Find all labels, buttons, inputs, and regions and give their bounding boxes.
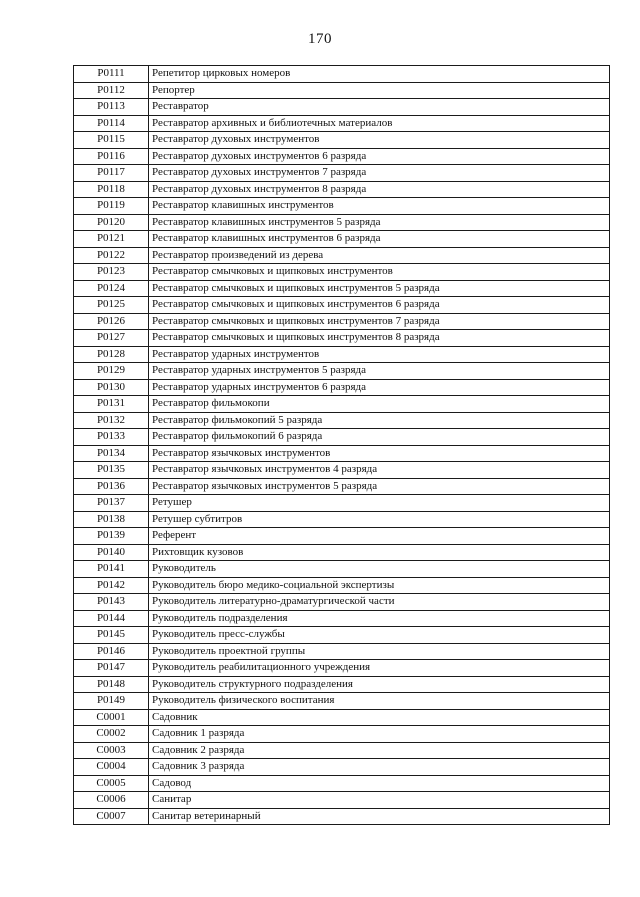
occupation-name: Садовник 1 разряда xyxy=(149,726,610,743)
table-row xyxy=(74,247,610,264)
occupation-code: Р0139 xyxy=(74,528,149,545)
occupation-name: Реставратор произведений из дерева xyxy=(149,247,610,264)
occupation-name: Репетитор цирковых номеров xyxy=(149,66,610,83)
occupation-name: Реставратор язычковых инструментов 4 разряда xyxy=(149,462,610,479)
occupation-code: Р0149 xyxy=(74,693,149,710)
occupation-code: С0005 xyxy=(74,775,149,792)
table-row xyxy=(74,660,610,677)
table-row xyxy=(74,330,610,347)
occupation-name: Реставратор смычковых и щипковых инструментов 5 разряда xyxy=(149,280,610,297)
occupation-name: Реставратор клавишных инструментов xyxy=(149,198,610,215)
page-number: 170 xyxy=(308,31,332,47)
occupation-code: Р0130 xyxy=(74,379,149,396)
table-row xyxy=(74,577,610,594)
occupation-name: Санитар ветеринарный xyxy=(149,808,610,825)
table-row xyxy=(74,643,610,660)
occupation-code: Р0145 xyxy=(74,627,149,644)
occupation-name: Руководитель бюро медико-социальной экспертизы xyxy=(149,577,610,594)
table-row xyxy=(74,610,610,627)
table-row xyxy=(74,132,610,149)
occupation-code: Р0148 xyxy=(74,676,149,693)
occupation-code: Р0121 xyxy=(74,231,149,248)
table-row xyxy=(74,693,610,710)
occupation-name: Реставратор xyxy=(149,99,610,116)
occupation-name: Реставратор ударных инструментов 5 разряда xyxy=(149,363,610,380)
occupation-code: Р0129 xyxy=(74,363,149,380)
occupation-code: С0007 xyxy=(74,808,149,825)
occupation-name: Садовник 2 разряда xyxy=(149,742,610,759)
table-row xyxy=(74,528,610,545)
table-row xyxy=(74,148,610,165)
table-row xyxy=(74,379,610,396)
occupation-name: Реставратор клавишных инструментов 5 разряда xyxy=(149,214,610,231)
occupation-name: Руководитель литературно-драматургической части xyxy=(149,594,610,611)
occupation-code: Р0124 xyxy=(74,280,149,297)
occupation-code: Р0131 xyxy=(74,396,149,413)
occupation-name: Реставратор смычковых и щипковых инструментов 7 разряда xyxy=(149,313,610,330)
occupation-name: Реставратор фильмокопий 5 разряда xyxy=(149,412,610,429)
occupation-code: Р0132 xyxy=(74,412,149,429)
occupation-code: Р0120 xyxy=(74,214,149,231)
occupation-name: Реставратор смычковых и щипковых инструментов xyxy=(149,264,610,281)
occupation-code: Р0140 xyxy=(74,544,149,561)
occupation-code: С0001 xyxy=(74,709,149,726)
occupation-name: Реставратор язычковых инструментов xyxy=(149,445,610,462)
table-row xyxy=(74,231,610,248)
occupation-code: Р0123 xyxy=(74,264,149,281)
table-row xyxy=(74,82,610,99)
occupation-code: С0002 xyxy=(74,726,149,743)
occupation-code: С0006 xyxy=(74,792,149,809)
occupation-code: Р0138 xyxy=(74,511,149,528)
table-row xyxy=(74,759,610,776)
table-row xyxy=(74,363,610,380)
occupation-code: Р0125 xyxy=(74,297,149,314)
occupation-name: Руководитель подразделения xyxy=(149,610,610,627)
occupation-code: Р0118 xyxy=(74,181,149,198)
table-row xyxy=(74,66,610,83)
occupation-name: Реставратор язычковых инструментов 5 разряда xyxy=(149,478,610,495)
occupation-name: Садовник 3 разряда xyxy=(149,759,610,776)
table-row xyxy=(74,775,610,792)
occupation-code: Р0144 xyxy=(74,610,149,627)
occupation-table xyxy=(73,65,610,825)
occupation-code: Р0147 xyxy=(74,660,149,677)
occupation-code: Р0133 xyxy=(74,429,149,446)
table-row xyxy=(74,726,610,743)
occupation-name: Рихтовщик кузовов xyxy=(149,544,610,561)
table-row xyxy=(74,313,610,330)
table-row xyxy=(74,676,610,693)
occupation-name: Реставратор ударных инструментов xyxy=(149,346,610,363)
occupation-name: Руководитель структурного подразделения xyxy=(149,676,610,693)
occupation-code: Р0141 xyxy=(74,561,149,578)
occupation-name: Репортер xyxy=(149,82,610,99)
occupation-code: Р0134 xyxy=(74,445,149,462)
table-row xyxy=(74,198,610,215)
occupation-name: Садовник xyxy=(149,709,610,726)
occupation-code: Р0114 xyxy=(74,115,149,132)
occupation-name: Реставратор клавишных инструментов 6 разряда xyxy=(149,231,610,248)
occupation-code: Р0128 xyxy=(74,346,149,363)
occupation-code: Р0111 xyxy=(74,66,149,83)
occupation-code: Р0117 xyxy=(74,165,149,182)
occupation-code: Р0116 xyxy=(74,148,149,165)
occupation-name: Руководитель пресс-службы xyxy=(149,627,610,644)
occupation-code: Р0115 xyxy=(74,132,149,149)
table-row xyxy=(74,511,610,528)
occupation-code: Р0113 xyxy=(74,99,149,116)
occupation-code: Р0126 xyxy=(74,313,149,330)
occupation-table-body xyxy=(74,66,610,825)
table-row xyxy=(74,214,610,231)
table-row xyxy=(74,462,610,479)
occupation-name: Реставратор смычковых и щипковых инструментов 8 разряда xyxy=(149,330,610,347)
occupation-name: Ретушер субтитров xyxy=(149,511,610,528)
occupation-name: Реставратор духовых инструментов 8 разряда xyxy=(149,181,610,198)
table-row xyxy=(74,346,610,363)
occupation-name: Руководитель реабилитационного учреждения xyxy=(149,660,610,677)
table-row xyxy=(74,181,610,198)
table-row xyxy=(74,429,610,446)
table-row xyxy=(74,495,610,512)
occupation-name: Садовод xyxy=(149,775,610,792)
table-row xyxy=(74,412,610,429)
occupation-code: Р0135 xyxy=(74,462,149,479)
table-row xyxy=(74,99,610,116)
occupation-code: Р0136 xyxy=(74,478,149,495)
table-row xyxy=(74,742,610,759)
occupation-name: Реставратор архивных и библиотечных материалов xyxy=(149,115,610,132)
occupation-code: Р0142 xyxy=(74,577,149,594)
table-row xyxy=(74,165,610,182)
occupation-name: Руководитель проектной группы xyxy=(149,643,610,660)
occupation-name: Реставратор фильмокопий 6 разряда xyxy=(149,429,610,446)
table-row xyxy=(74,627,610,644)
occupation-code: Р0127 xyxy=(74,330,149,347)
table-row xyxy=(74,709,610,726)
table-row xyxy=(74,396,610,413)
occupation-name: Референт xyxy=(149,528,610,545)
occupation-name: Реставратор смычковых и щипковых инструментов 6 разряда xyxy=(149,297,610,314)
occupation-name: Руководитель xyxy=(149,561,610,578)
table-row xyxy=(74,445,610,462)
table-row xyxy=(74,594,610,611)
occupation-code: Р0146 xyxy=(74,643,149,660)
table-row xyxy=(74,544,610,561)
table-row xyxy=(74,115,610,132)
table-row xyxy=(74,264,610,281)
table-row xyxy=(74,280,610,297)
table-row xyxy=(74,478,610,495)
occupation-code: Р0112 xyxy=(74,82,149,99)
occupation-code: Р0143 xyxy=(74,594,149,611)
table-row xyxy=(74,792,610,809)
table-row xyxy=(74,808,610,825)
occupation-code: Р0137 xyxy=(74,495,149,512)
occupation-name: Реставратор духовых инструментов 7 разряда xyxy=(149,165,610,182)
occupation-name: Реставратор фильмокопи xyxy=(149,396,610,413)
occupation-code: Р0119 xyxy=(74,198,149,215)
occupation-name: Руководитель физического воспитания xyxy=(149,693,610,710)
occupation-code: С0003 xyxy=(74,742,149,759)
occupation-name: Ретушер xyxy=(149,495,610,512)
occupation-name: Санитар xyxy=(149,792,610,809)
occupation-code: С0004 xyxy=(74,759,149,776)
occupation-name: Реставратор духовых инструментов xyxy=(149,132,610,149)
occupation-name: Реставратор духовых инструментов 6 разряда xyxy=(149,148,610,165)
occupation-code: Р0122 xyxy=(74,247,149,264)
table-row xyxy=(74,561,610,578)
occupation-name: Реставратор ударных инструментов 6 разряда xyxy=(149,379,610,396)
table-row xyxy=(74,297,610,314)
